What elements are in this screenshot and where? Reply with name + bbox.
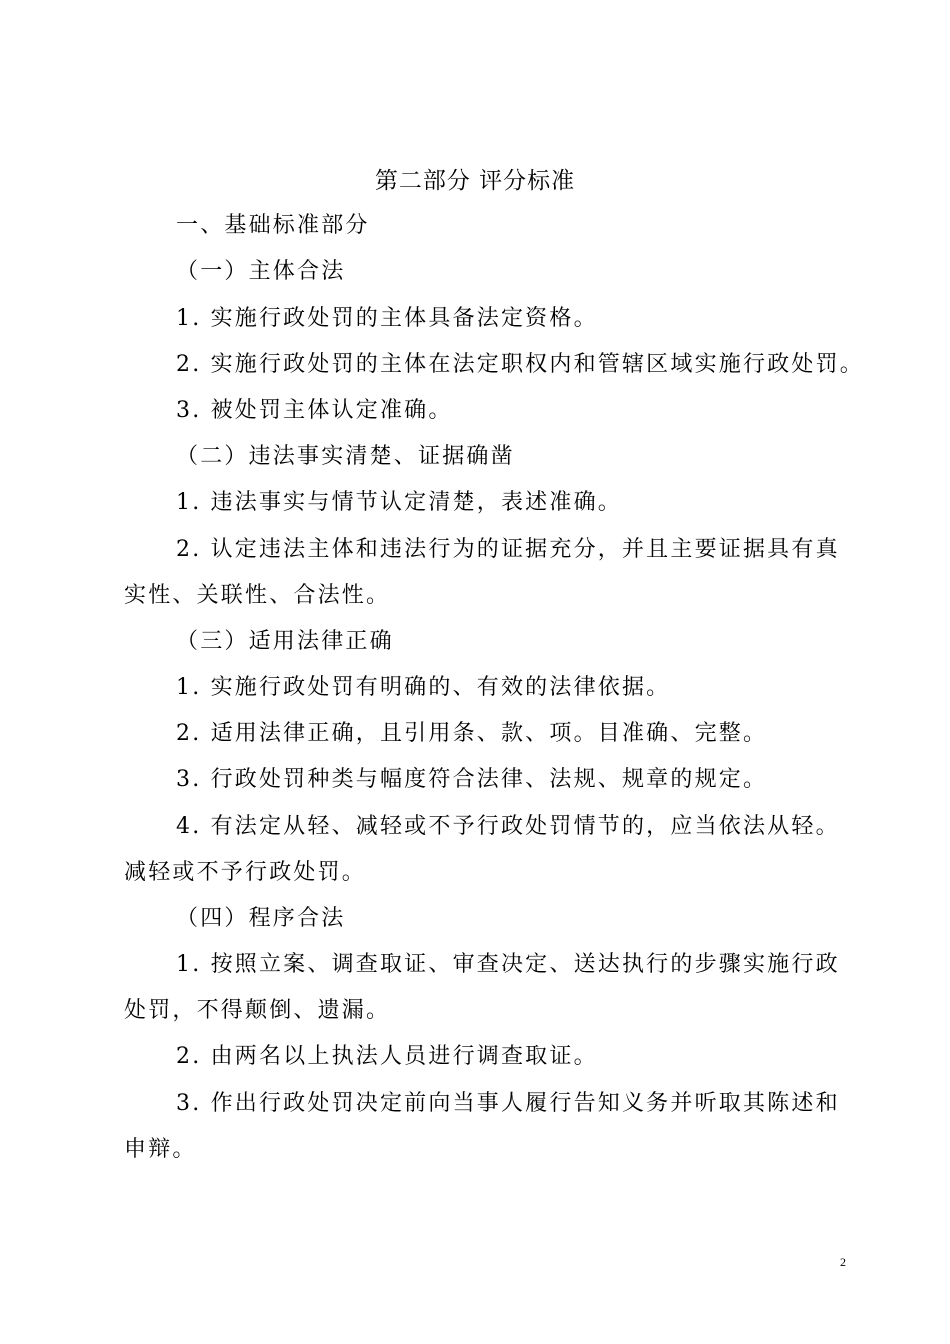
list-item [124,942,896,1034]
list-item-line: 申辩。 [124,1137,197,1162]
list-item-line: 2. 认定违法主体和违法行为的证据充分，并且主要证据具有真 [176,537,840,562]
list-item-line: 1. 按照立案、调查取证、审查决定、送达执行的步骤实施行政 [176,952,840,977]
group-heading: （三）适用法律正确 [176,629,394,654]
group-heading: （二）违法事实清楚、证据确凿 [176,444,515,469]
document-title: 第二部分 评分标准 [374,168,576,194]
section-heading: 一、基础标准部分 [176,213,370,238]
list-item: 3. 行政处罚种类与幅度符合法律、法规、规章的规定。 [176,767,768,792]
list-item-line: 3. 作出行政处罚决定前向当事人履行告知义务并听取其陈述和 [176,1091,840,1116]
list-item-line: 4. 有法定从轻、减轻或不予行政处罚情节的，应当依法从轻。 [176,814,840,839]
list-item [124,804,896,896]
list-item [124,1081,896,1173]
group-heading: （四）程序合法 [176,906,346,931]
page-number: 2 [840,1255,846,1269]
list-item: 1. 违法事实与情节认定清楚，表述准确。 [176,490,622,515]
list-item-line: 处罚，不得颠倒、遗漏。 [124,998,391,1023]
list-item: 2. 适用法律正确，且引用条、款、项。目准确、完整。 [176,721,768,746]
list-item-line: 减轻或不予行政处罚。 [124,860,367,885]
list-item: 3. 被处罚主体认定准确。 [176,398,453,423]
list-item: 2. 实施行政处罚的主体在法定职权内和管辖区域实施行政处罚。 [176,352,864,377]
group-heading: （一）主体合法 [176,259,346,284]
list-item: 1. 实施行政处罚的主体具备法定资格。 [176,306,598,331]
list-item: 1. 实施行政处罚有明确的、有效的法律依据。 [176,675,671,700]
list-item-line: 实性、关联性、合法性。 [124,583,391,608]
list-item [124,527,896,619]
list-item: 2. 由两名以上执法人员进行调查取证。 [176,1044,598,1069]
